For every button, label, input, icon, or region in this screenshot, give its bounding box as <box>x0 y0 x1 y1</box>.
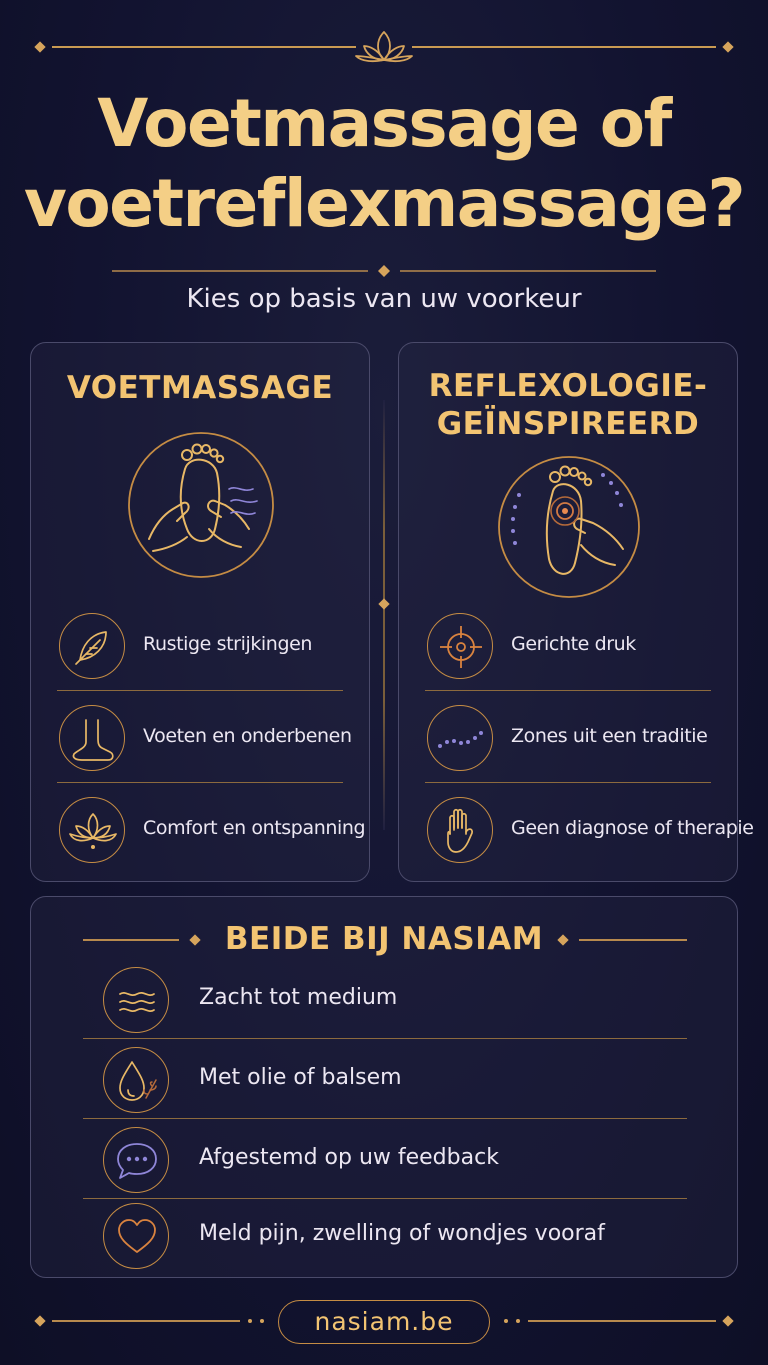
feature-label: Comfort en ontspanning <box>143 817 366 839</box>
footer-diamond <box>34 1315 45 1326</box>
footer-line <box>52 1320 240 1322</box>
page-subtitle: Kies op basis van uw voorkeur <box>186 284 582 314</box>
ornament-line <box>412 46 716 48</box>
title-line: Voetmassage of <box>97 85 671 162</box>
card-voetmassage <box>30 342 370 882</box>
website-link[interactable]: nasiam.be <box>278 1300 490 1344</box>
list-item <box>83 1039 687 1119</box>
card-beide <box>30 896 738 1278</box>
hand-icon <box>427 797 493 863</box>
list-item-label: Afgestemd op uw feedback <box>199 1145 499 1170</box>
list-item-label: Met olie of balsem <box>199 1065 402 1090</box>
chat-bubble-icon <box>103 1127 169 1193</box>
feature-row <box>57 599 343 691</box>
ornament-diamond <box>34 41 45 52</box>
list-item <box>83 1195 687 1275</box>
card-title: VOETMASSAGE <box>66 370 334 406</box>
footer-dot <box>504 1319 508 1323</box>
feature-row <box>57 783 366 875</box>
ornament-diamond <box>722 41 733 52</box>
card-title <box>399 367 737 443</box>
feature-label: Voeten en onderbenen <box>143 725 352 747</box>
footer-dot <box>516 1319 520 1323</box>
feature-label: Gerichte druk <box>511 633 636 655</box>
ornament-line <box>52 46 356 48</box>
waves-icon <box>103 967 169 1033</box>
card-title-line: REFLEXOLOGIE- <box>428 368 708 404</box>
dotted-path-icon <box>427 705 493 771</box>
feature-row <box>425 691 711 783</box>
list-item <box>83 1119 687 1199</box>
title-divider <box>112 264 656 278</box>
lotus-icon <box>59 797 125 863</box>
list-item-label: Zacht tot medium <box>199 985 398 1010</box>
page-title <box>0 84 768 244</box>
list-item <box>83 959 687 1039</box>
feature-label: Zones uit een traditie <box>511 725 708 747</box>
feature-row <box>425 599 711 691</box>
title-rule <box>579 939 687 941</box>
footer-dot <box>248 1319 252 1323</box>
foot-icon <box>59 705 125 771</box>
heart-icon <box>103 1203 169 1269</box>
feature-label: Geen diagnose of therapie <box>511 817 754 839</box>
feature-row <box>425 783 754 875</box>
card-title: BEIDE BIJ NASIAM <box>224 921 544 957</box>
divider-diamond <box>378 598 389 609</box>
vertical-divider <box>383 400 385 830</box>
card-title-line: GEÏNSPIREERD <box>436 406 700 442</box>
foot-massage-illustration <box>125 429 277 581</box>
feature-row <box>57 691 352 783</box>
footer-line <box>528 1320 716 1322</box>
footer-diamond <box>722 1315 733 1326</box>
card-reflexologie <box>398 342 754 882</box>
lotus-icon <box>352 28 416 64</box>
feature-label: Rustige strijkingen <box>143 633 313 655</box>
list-item-label: Meld pijn, zwelling of wondjes vooraf <box>199 1221 605 1246</box>
reflexology-illustration <box>495 453 643 601</box>
oil-drop-icon <box>103 1047 169 1113</box>
target-icon <box>427 613 493 679</box>
footer-dot <box>260 1319 264 1323</box>
feather-icon <box>59 613 125 679</box>
title-line: voetreflexmassage? <box>23 165 745 242</box>
top-ornament <box>32 28 736 68</box>
